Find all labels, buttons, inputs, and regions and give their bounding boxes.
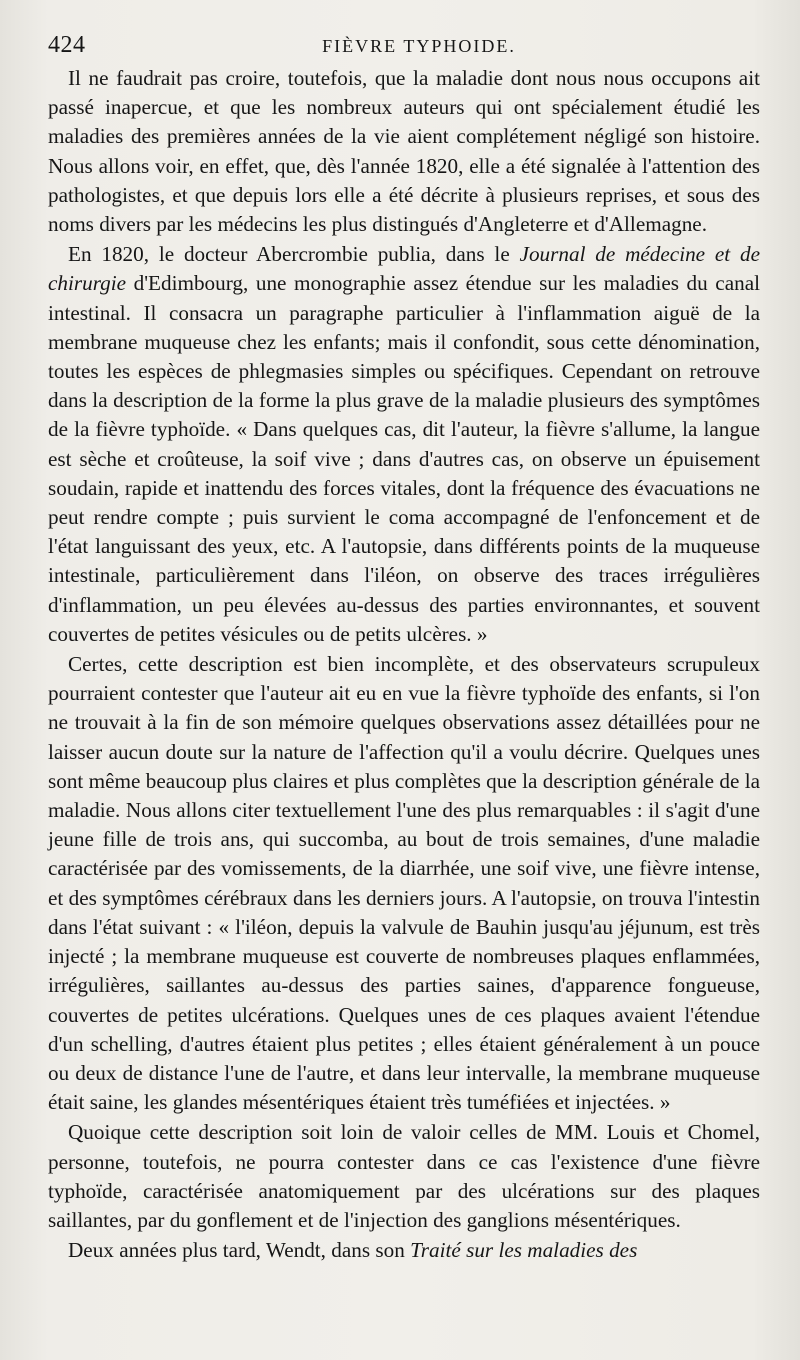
paragraph-4: Quoique cette description soit loin de valoir celles de MM. Louis et Chomel, personne, toutefois, ne pourra contester dans ce cas l'existence d'une fièvre typhoïde, caractérisée anatomiquement par des ulcérations sur des plaques saillantes, par du gonflement et de l'injection des ganglions mésentériques.: [48, 1120, 760, 1232]
journal-title: Journal de médecine et de chirurgie: [48, 242, 760, 296]
treatise-title: Traité sur les maladies des: [410, 1238, 638, 1263]
paragraph-3: Certes, cette description est bien incomplète, et des observateurs scrupuleux pourraient contester que l'auteur ait eu en vue la fièvre typhoïde des enfants, si l'on ne trouvait à la fin de son mémoire quelques observations assez détaillées pour ne laisser aucun doute sur la nature de l'affection qu'il a voulu décrire. Quelques unes sont même beaucoup plus claires et plus complètes que la description générale de la maladie. Nous allons citer textuellement l'une des plus remarquables : il s'agit d'une jeune fille de trois ans, qui succomba, au bout de trois semaines, d'une maladie caractérisée par des vomissements, de la diarrhée, une soif vive, une fièvre intense, et des symptômes cérébraux dans les derniers jours. A l'autopsie, on trouva l'intestin dans l'état suivant : « l'iléon, depuis la valvule de Bauhin jusqu'au jéjunum, est très injecté ; la membrane muqueuse est couverte de nombreuses plaques enflammées, irrégulières, saillantes au-dessus des parties saines, d'apparence fongueuse, couvertes de petites ulcérations. Quelques unes de ces plaques avaient l'étendue d'un schelling, d'autres étaient plus petites ; elles étaient généralement à un pouce ou deux de distance l'une de l'autre, et dans leur intervalle, la membrane muqueuse était saine, les glandes mésentériques étaient très tuméfiées et injectées. »: [48, 652, 760, 1115]
running-title: FIÈVRE TYPHOIDE.: [322, 36, 516, 56]
page-number: 424: [48, 32, 86, 58]
paragraph-2-body: d'Edimbourg, une monographie assez étendue sur les maladies du canal intestinal. Il consacra un paragraphe particulier à l'inflammation aiguë de la membrane muqueuse chez les enfants; mais il confondit, sous cette dénomination, toutes les espèces de phlegmasies simples ou spécifiques. Cependant on retrouve dans la description de la forme la plus grave de la maladie plusieurs des symptômes de la fièvre typhoïde. « Dans quelques cas, dit l'auteur, la fièvre s'allume, la langue est sèche et croûteuse, la soif vive ; dans d'autres cas, on observe un épuisement soudain, rapide et inattendu des forces vitales, dont la fréquence des évacuations ne peut rendre compte ; puis survient le coma accompagné de l'enfoncement et de l'état languissant des yeux, etc. A l'autopsie, dans différents points de la muqueuse intestinale, particulièrement dans l'iléon, on observe des traces irrégulières d'inflammation, un peu élevées au-dessus des parties environnantes, et souvent couvertes de petites vésicules ou de petits ulcères. »: [48, 271, 760, 646]
paragraph-5: [48, 1236, 760, 1265]
paragraph-1: Il ne faudrait pas croire, toutefois, que la maladie dont nous nous occupons ait passé inapercue, et que les nombreux auteurs qui ont spécialement étudié les maladies des premières années de la vie aient complétement négligé son histoire. Nous allons voir, en effet, que, dès l'année 1820, elle a été signalée à l'attention des pathologistes, et que depuis lors elle a été décrite à plusieurs reprises, et sous des noms divers par les médecins les plus distingués d'Angleterre et d'Allemagne.: [48, 66, 760, 237]
body-text: [48, 64, 760, 1265]
running-head: [48, 30, 760, 64]
paragraph-2: [48, 240, 760, 649]
paragraph-2-lead: En 1820, le docteur Abercrombie publia, dans le: [68, 242, 520, 267]
paragraph-5-lead: Deux années plus tard, Wendt, dans son: [68, 1238, 411, 1263]
